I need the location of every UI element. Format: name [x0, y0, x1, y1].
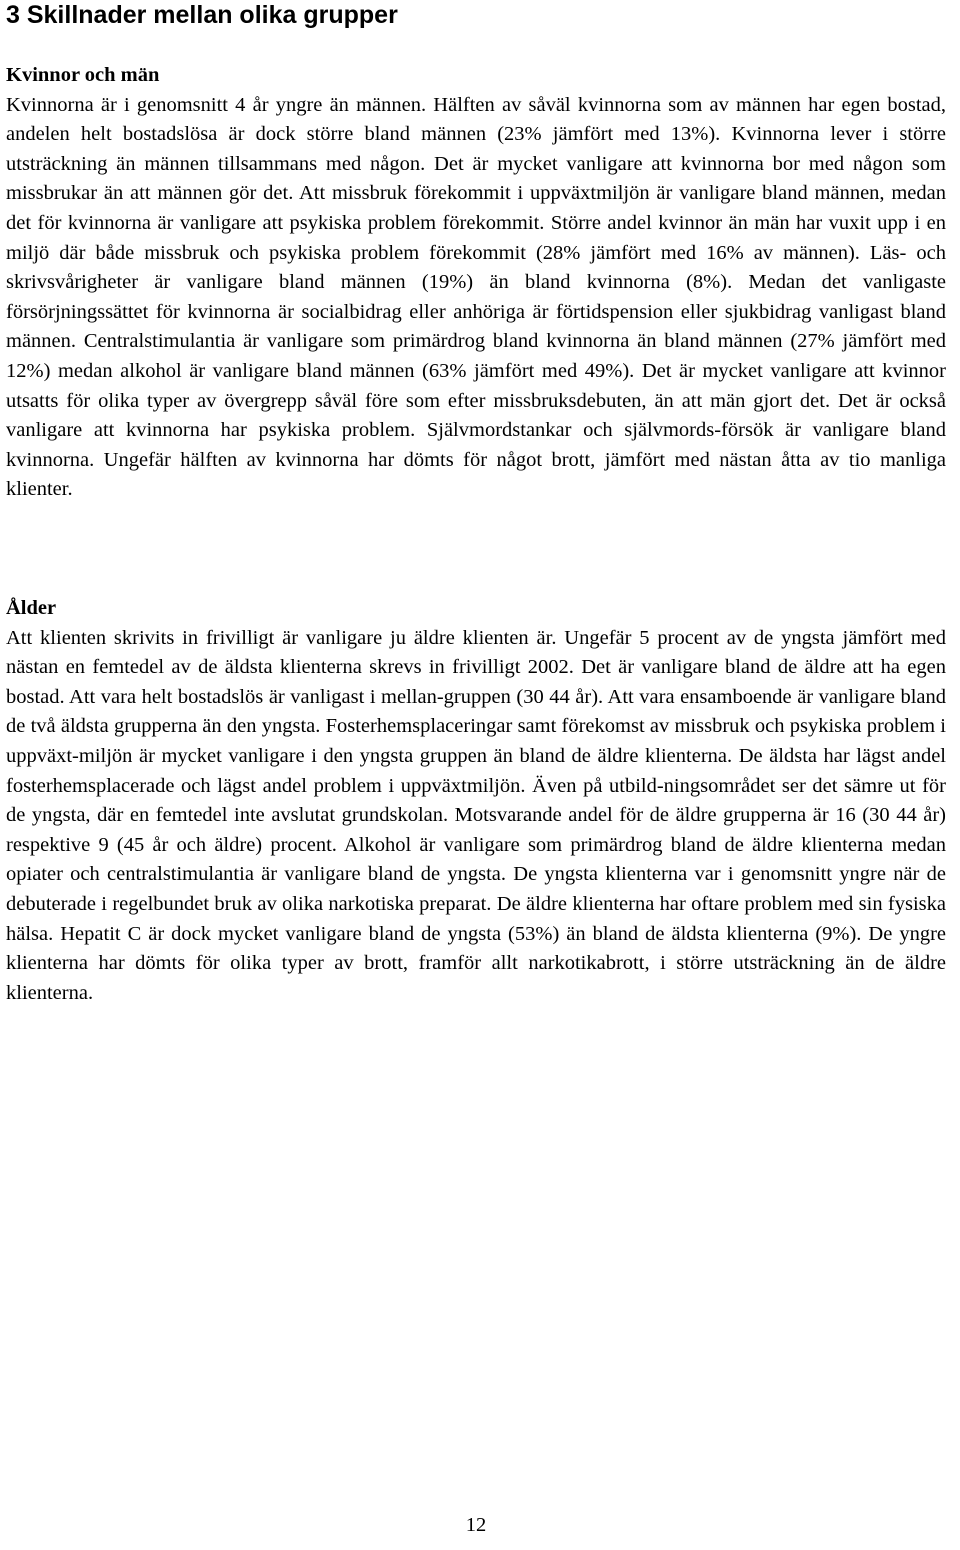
- section-age: [6, 594, 946, 1008]
- section-paragraph: Kvinnorna är i genomsnitt 4 år yngre än männen. Hälften av såväl kvinnorna som av männen har egen bostad, andelen helt bostadslösa är dock större bland männen (23% jämfört med 13%). Kvinnorna lever i större utsträckning än männen tillsammans med någon. Det är mycket vanligare att kvinnorna bor med någon som missbrukar än att männen gör det. Att missbruk förekommit i uppväxtmiljön är vanligare bland männen, medan det för kvinnorna är vanligare att psykiska problem förekommit. Större andel kvinnor än män har vuxit upp i en miljö där både missbruk och psykiska problem förekommit (28% jämfört med 16% av männen). Läs- och skrivsvårigheter är vanligare bland männen (19%) än bland kvinnorna (8%). Medan det vanligaste försörjningssättet för kvinnorna är socialbidrag eller anhöriga är förtidspension eller sjukbidrag vanligast bland männen. Centralstimulantia är vanligare som primärdrog bland kvinnorna än bland männen (27% jämfört med 12%) medan alkohol är vanligare bland männen (63% jämfört med 49%). Det är mycket vanligare att kvinnor utsatts för olika typer av övergrepp såväl före som efter missbruksdebuten, än att män gjort det. Det är också vanligare att kvinnorna har psykiska problem. Självmordstankar och självmords-försök är vanligare bland kvinnorna. Ungefär hälften av kvinnorna har dömts för något brott, jämfört med nästan åtta av tio manliga klienter.: [6, 93, 946, 501]
- page-number: 12: [465, 1514, 487, 1536]
- chapter-title: 3 Skillnader mellan olika grupper: [6, 1, 398, 29]
- section-women-and-men: [6, 61, 946, 505]
- section-heading: Kvinnor och män: [6, 64, 160, 86]
- section-heading: Ålder: [6, 597, 57, 619]
- section-paragraph: Att klienten skrivits in frivilligt är vanligare ju äldre klienten är. Ungefär 5 procent av de yngsta jämfört med nästan en femtedel av de äldsta klienterna skrevs in frivilligt 2002. Det är vanligare bland de äldre att ha egen bostad. Att vara helt bostadslös är vanligast i mellan-gruppen (30 44 år). Att vara ensamboende är vanligare bland de två äldsta grupperna än den yngsta. Fosterhemsplaceringar samt förekomst av missbruk och psykiska problem i uppväxt-miljön är mycket vanligare i den yngsta gruppen än bland de äldre klienterna. De äldsta har lägst andel fosterhemsplacerade och lägst andel problem i uppväxtmiljön. Även på utbild-ningsområdet ser det sämre ut för de yngsta, där en femtedel inte avslutat grundskolan. Motsvarande andel för de äldre grupperna är 16 (30 44 år) respektive 9 (45 år och äldre) procent. Alkohol är vanligare som primärdrog bland de äldre klienterna medan opiater och centralstimulantia är vanligare bland de yngsta. De yngsta klienterna var i genomsnitt yngre när de debuterade i regelbundet bruk av olika narkotiska preparat. De äldre klienterna har oftare problem med sin fysiska hälsa. Hepatit C är dock mycket vanligare bland de yngsta (53%) än bland de äldsta klienterna (9%). De yngre klienterna har dömts för olika typer av brott, framför allt narkotikabrott, i större utsträckning än de äldre klienterna.: [6, 626, 946, 1004]
